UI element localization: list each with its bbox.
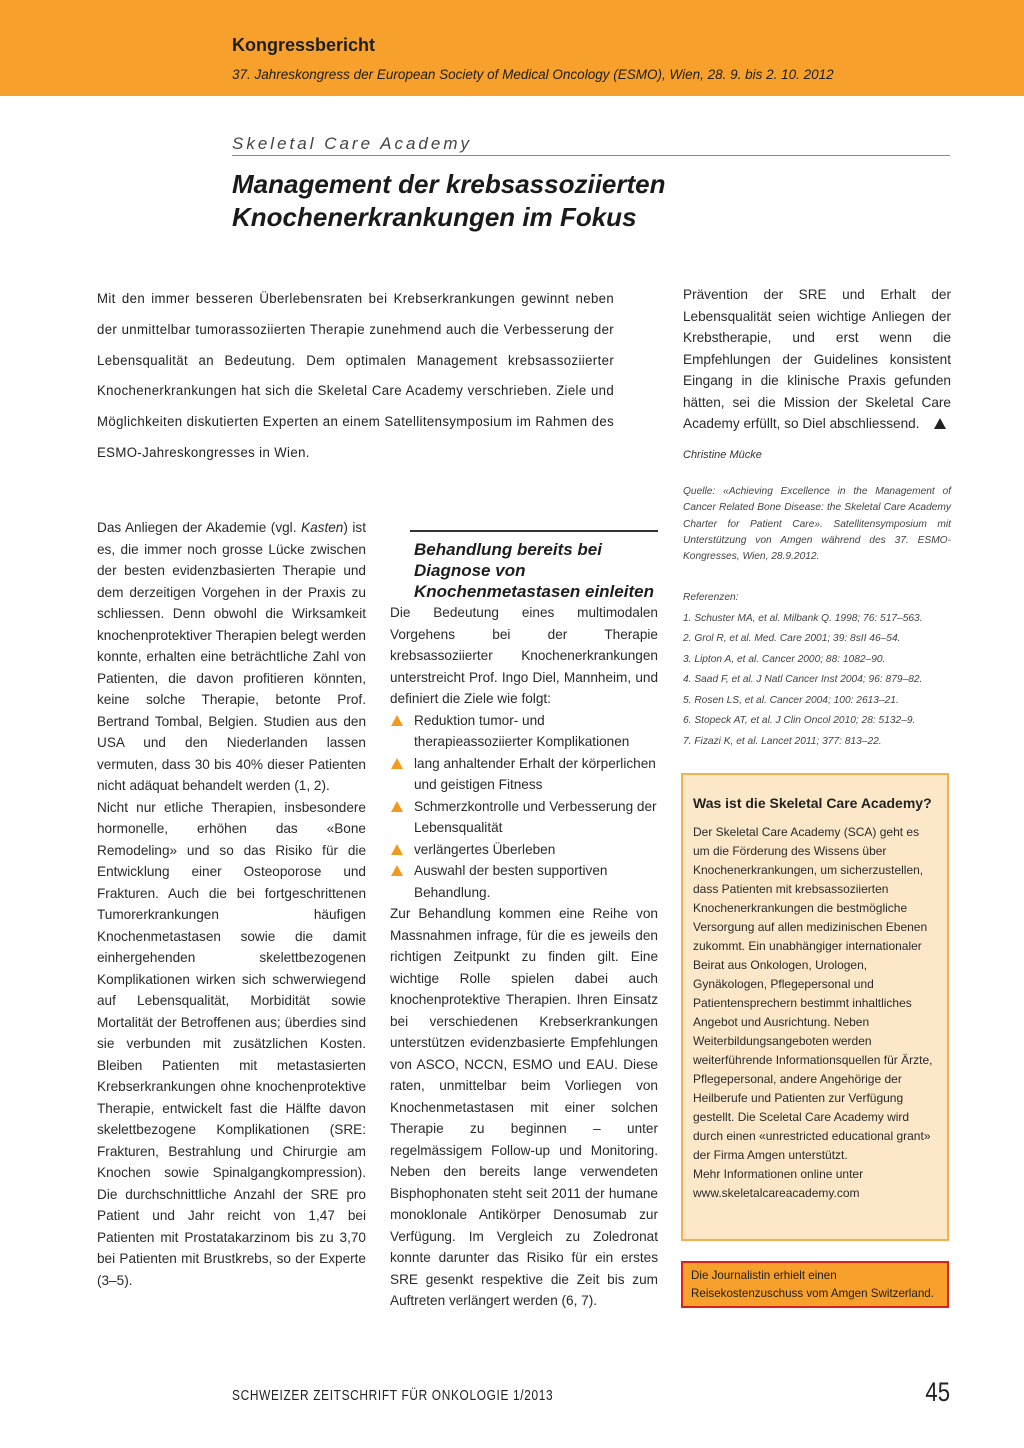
list-item — [390, 710, 658, 753]
subhead-rule — [410, 530, 658, 532]
triangle-bullet-icon — [391, 844, 403, 855]
reference-item: 1. Schuster MA, et al. Milbank Q. 1998; 76: 517–563. — [683, 612, 923, 624]
info-box-url: www.skeletalcareacademy.com — [693, 1186, 860, 1200]
reference-item: 3. Lipton A, et al. Cancer 2000; 88: 1082–90. — [683, 653, 886, 665]
footer-journal: SCHWEIZER ZEITSCHRIFT FÜR ONKOLOGIE 1/2013 — [232, 1388, 554, 1404]
source-note: Quelle: «Achieving Excellence in the Management of Cancer Related Bone Disease: the Skeletal Care Academy Charter for Patient Care». Satellitensymposium mit Unterstützung von Amgen während des 37. ESMO-Kongresses, Wien, 28.9.2012. — [683, 486, 951, 563]
col2-paragraph-1: Die Bedeutung eines multimodalen Vorgehens bei der Therapie krebsassoziierter Knochenerkrankungen unterstreicht Prof. Ingo Diel, Mannheim, und definiert die Ziele wie folgt: — [390, 605, 658, 706]
triangle-bullet-icon — [391, 801, 403, 812]
info-box — [681, 773, 949, 1241]
disclosure-notice: Die Journalistin erhielt einen Reisekostenzuschuss vom Amgen Switzerland. — [681, 1261, 949, 1308]
goals-list — [390, 710, 658, 904]
col3-paragraph-1 — [683, 284, 951, 435]
triangle-bullet-icon — [391, 715, 403, 726]
references-title: Referenzen: — [683, 592, 739, 603]
goal-text: Reduktion tumor- und therapieassoziierter Komplikationen — [414, 712, 630, 749]
end-of-article-icon — [934, 418, 946, 429]
section-kicker: Kongressbericht — [232, 35, 376, 55]
goal-text: lang anhaltender Erhalt der körperlichen und geistigen Fitness — [414, 755, 656, 792]
article-title — [232, 168, 952, 234]
references-list — [683, 609, 951, 753]
kasten-reference: Kasten — [301, 520, 344, 535]
series-title: Skeletal Care Academy — [232, 134, 950, 156]
reference-item: 7. Fizazi K, et al. Lancet 2011; 377: 813–22. — [683, 735, 882, 747]
column-2 — [390, 530, 658, 1312]
page-number: 45 — [925, 1377, 950, 1407]
references — [683, 588, 951, 752]
lead-paragraph: Mit den immer besseren Überlebensraten bei Krebserkrankungen gewinnt neben der unmittelbar tumorassoziierten Therapie zunehmend auch die Verbesserung der Lebensqualität an Bedeutung. Dem optimalen Management krebsassoziierter Knochenerkrankungen hat sich die Skeletal Care Academy verschrieben. Ziele und Möglichkeiten diskutierten Experten an einem Satellitensymposium im Rahmen des ESMO-Jahreskongresses in Wien. — [97, 291, 615, 461]
col1-p1-text-a: Das Anliegen der Akademie (vgl. — [97, 520, 302, 535]
col1-paragraph-1 — [97, 517, 366, 797]
article-title-line1: Management der krebsassoziierten — [232, 169, 666, 199]
article-title-line2: Knochenerkrankungen im Fokus — [232, 202, 637, 232]
reference-item: 5. Rosen LS, et al. Cancer 2004; 100: 2613–21. — [683, 694, 899, 706]
list-item — [390, 839, 658, 861]
col1-p1-text-b: ) ist es, die immer noch grosse Lücke zwischen der besten evidenzbasierten Therapie und dem derzeitigen Vorgehen in der Praxis zu schliessen. Denn obwohl die Wirksamkeit knochenprotektiver Therapien belegt werden konnte, erhalten eine beträchtliche Zahl von Patienten, die davon profitieren könnten, keine solche Therapie, betonte Prof. Bertrand Tombal, Belgien. Studien aus den USA und den Niederlanden lassen vermuten, dass 30 bis 40% dieser Patienten nicht adäquat behandelt werden (1, 2). — [97, 520, 366, 793]
col2-paragraph-2: Zur Behandlung kommen eine Reihe von Massnahmen infrage, für die es jeweils den richtigen Zeitpunkt zu finden gilt. Eine wichtige Rolle spielen dabei auch knochenprotektive Therapien. Ihren Einsatz bei verschiedenen Krebserkrankungen unterstützen evidenzbasierte Empfehlungen von ASCO, NCCN, ESMO und EAU. Diese raten, unmittelbar beim Vorliegen von Knochenmetastasen mit einer solchen Therapie zu beginnen – unter regelmässigem Follow-up und Monitoring. Neben den bereits lange verwendeten Bisphophonaten steht seit 2011 der humane monoklonale Antikörper Denosumab zur Verfügung. Im Vergleich zu Zoledronat konnte darunter das Risiko für ein erstes SRE gesenkt respektive die Zeit bis zum Auftreten verlängert werden (6, 7). — [390, 906, 658, 1308]
info-box-text: Der Skeletal Care Academy (SCA) geht es um die Förderung des Wissens über Knochenerkrankungen, um sicherzustellen, dass Patienten mit krebsassoziierten Knochenerkrankungen die bestmögliche Versorgung auf allen medizinischen Ebenen zukommt. Ein unabhängiger internationaler Beirat aus Onkologen, Urologen, Gynäkologen, Pflegepersonal und Patientensprechern bestimmt inhaltliches Angebot und Ausrichtung. Neben Weiterbildungsangeboten werden weiterführende Informationsquellen für Ärzte, Pflegepersonal, andere Angehörige der Heilberufe und Patienten zur Verfügung gestellt. Die Sceletal Care Academy wird durch einen «unrestricted educational grant» der Firma Amgen unterstützt. — [693, 825, 933, 1162]
info-box-more: Mehr Informationen online unter — [693, 1167, 864, 1181]
list-item — [390, 753, 658, 796]
info-box-body — [693, 823, 937, 1203]
list-item — [390, 860, 658, 903]
triangle-bullet-icon — [391, 758, 403, 769]
col1-paragraph-2: Nicht nur etliche Therapien, insbesondere hormonelle, erhöhen das «Bone Remodeling» und so das Risiko für die Entwicklung einer Osteoporose und Frakturen. Auch die bei fortgeschrittenen Tumorerkrankungen häufigen Knochenmetastasen sowie die damit einhergehenden skelettbezogenen Komplikationen wirken sich schwerwiegend auf Lebensqualität, Morbidität sowie Mortalität der Betroffenen aus; überdies sind sie verbunden mit zusätzlichen Kosten. Bleiben Patienten mit metastasierten Krebserkrankungen ohne knochenprotektive Therapie, entwickelt fast die Hälfte davon skelettbezogene Komplikationen (SRE: Frakturen, Bestrahlung und Chirurgie am Knochen sowie Spinalgangkompression). Die durchschnittliche Anzahl der SRE pro Patient und Jahr reicht von 1,47 bei Patienten mit Prostatakarzinom bis zu 3,70 bei Patienten mit Brustkrebs, so der Experte (3–5). — [97, 799, 366, 1288]
triangle-bullet-icon — [391, 865, 403, 876]
goal-text: Schmerzkontrolle und Verbesserung der Lebensqualität — [414, 798, 657, 835]
column-3 — [683, 284, 951, 466]
goal-text: verlängertes Überleben — [414, 841, 556, 857]
reference-item: 6. Stopeck AT, et al. J Clin Oncol 2010; 28: 5132–9. — [683, 715, 916, 726]
info-box-title: Was ist die Skeletal Care Academy? — [693, 795, 932, 811]
list-item — [390, 796, 658, 839]
reference-item: 4. Saad F, et al. J Natl Cancer Inst 2004; 96: 879–82. — [683, 674, 923, 685]
author-name: Christine Mücke — [683, 448, 762, 461]
goal-text: Auswahl der besten supportiven Behandlung. — [414, 863, 608, 900]
col3-p1-text: Prävention der SRE und Erhalt der Lebensqualität seien wichtige Anliegen der Krebstherapie, und erst wenn die Empfehlungen der Guidelines konsistent Eingang in die klinische Praxis gefunden hätten, sei die Mission der Skeletal Care Academy erfüllt, so Diel abschliessend. — [683, 287, 951, 431]
header-band — [0, 0, 1024, 96]
congress-line: 37. Jahreskongress der European Society of Medical Oncology (ESMO), Wien, 28. 9. bis 2. 10. 2012 — [232, 67, 834, 82]
column-1 — [97, 517, 366, 1291]
col2-subhead: Behandlung bereits bei Diagnose von Knochenmetastasen einleiten — [414, 540, 654, 601]
reference-item: 2. Grol R, et al. Med. Care 2001; 39: 8sII 46–54. — [683, 633, 901, 644]
